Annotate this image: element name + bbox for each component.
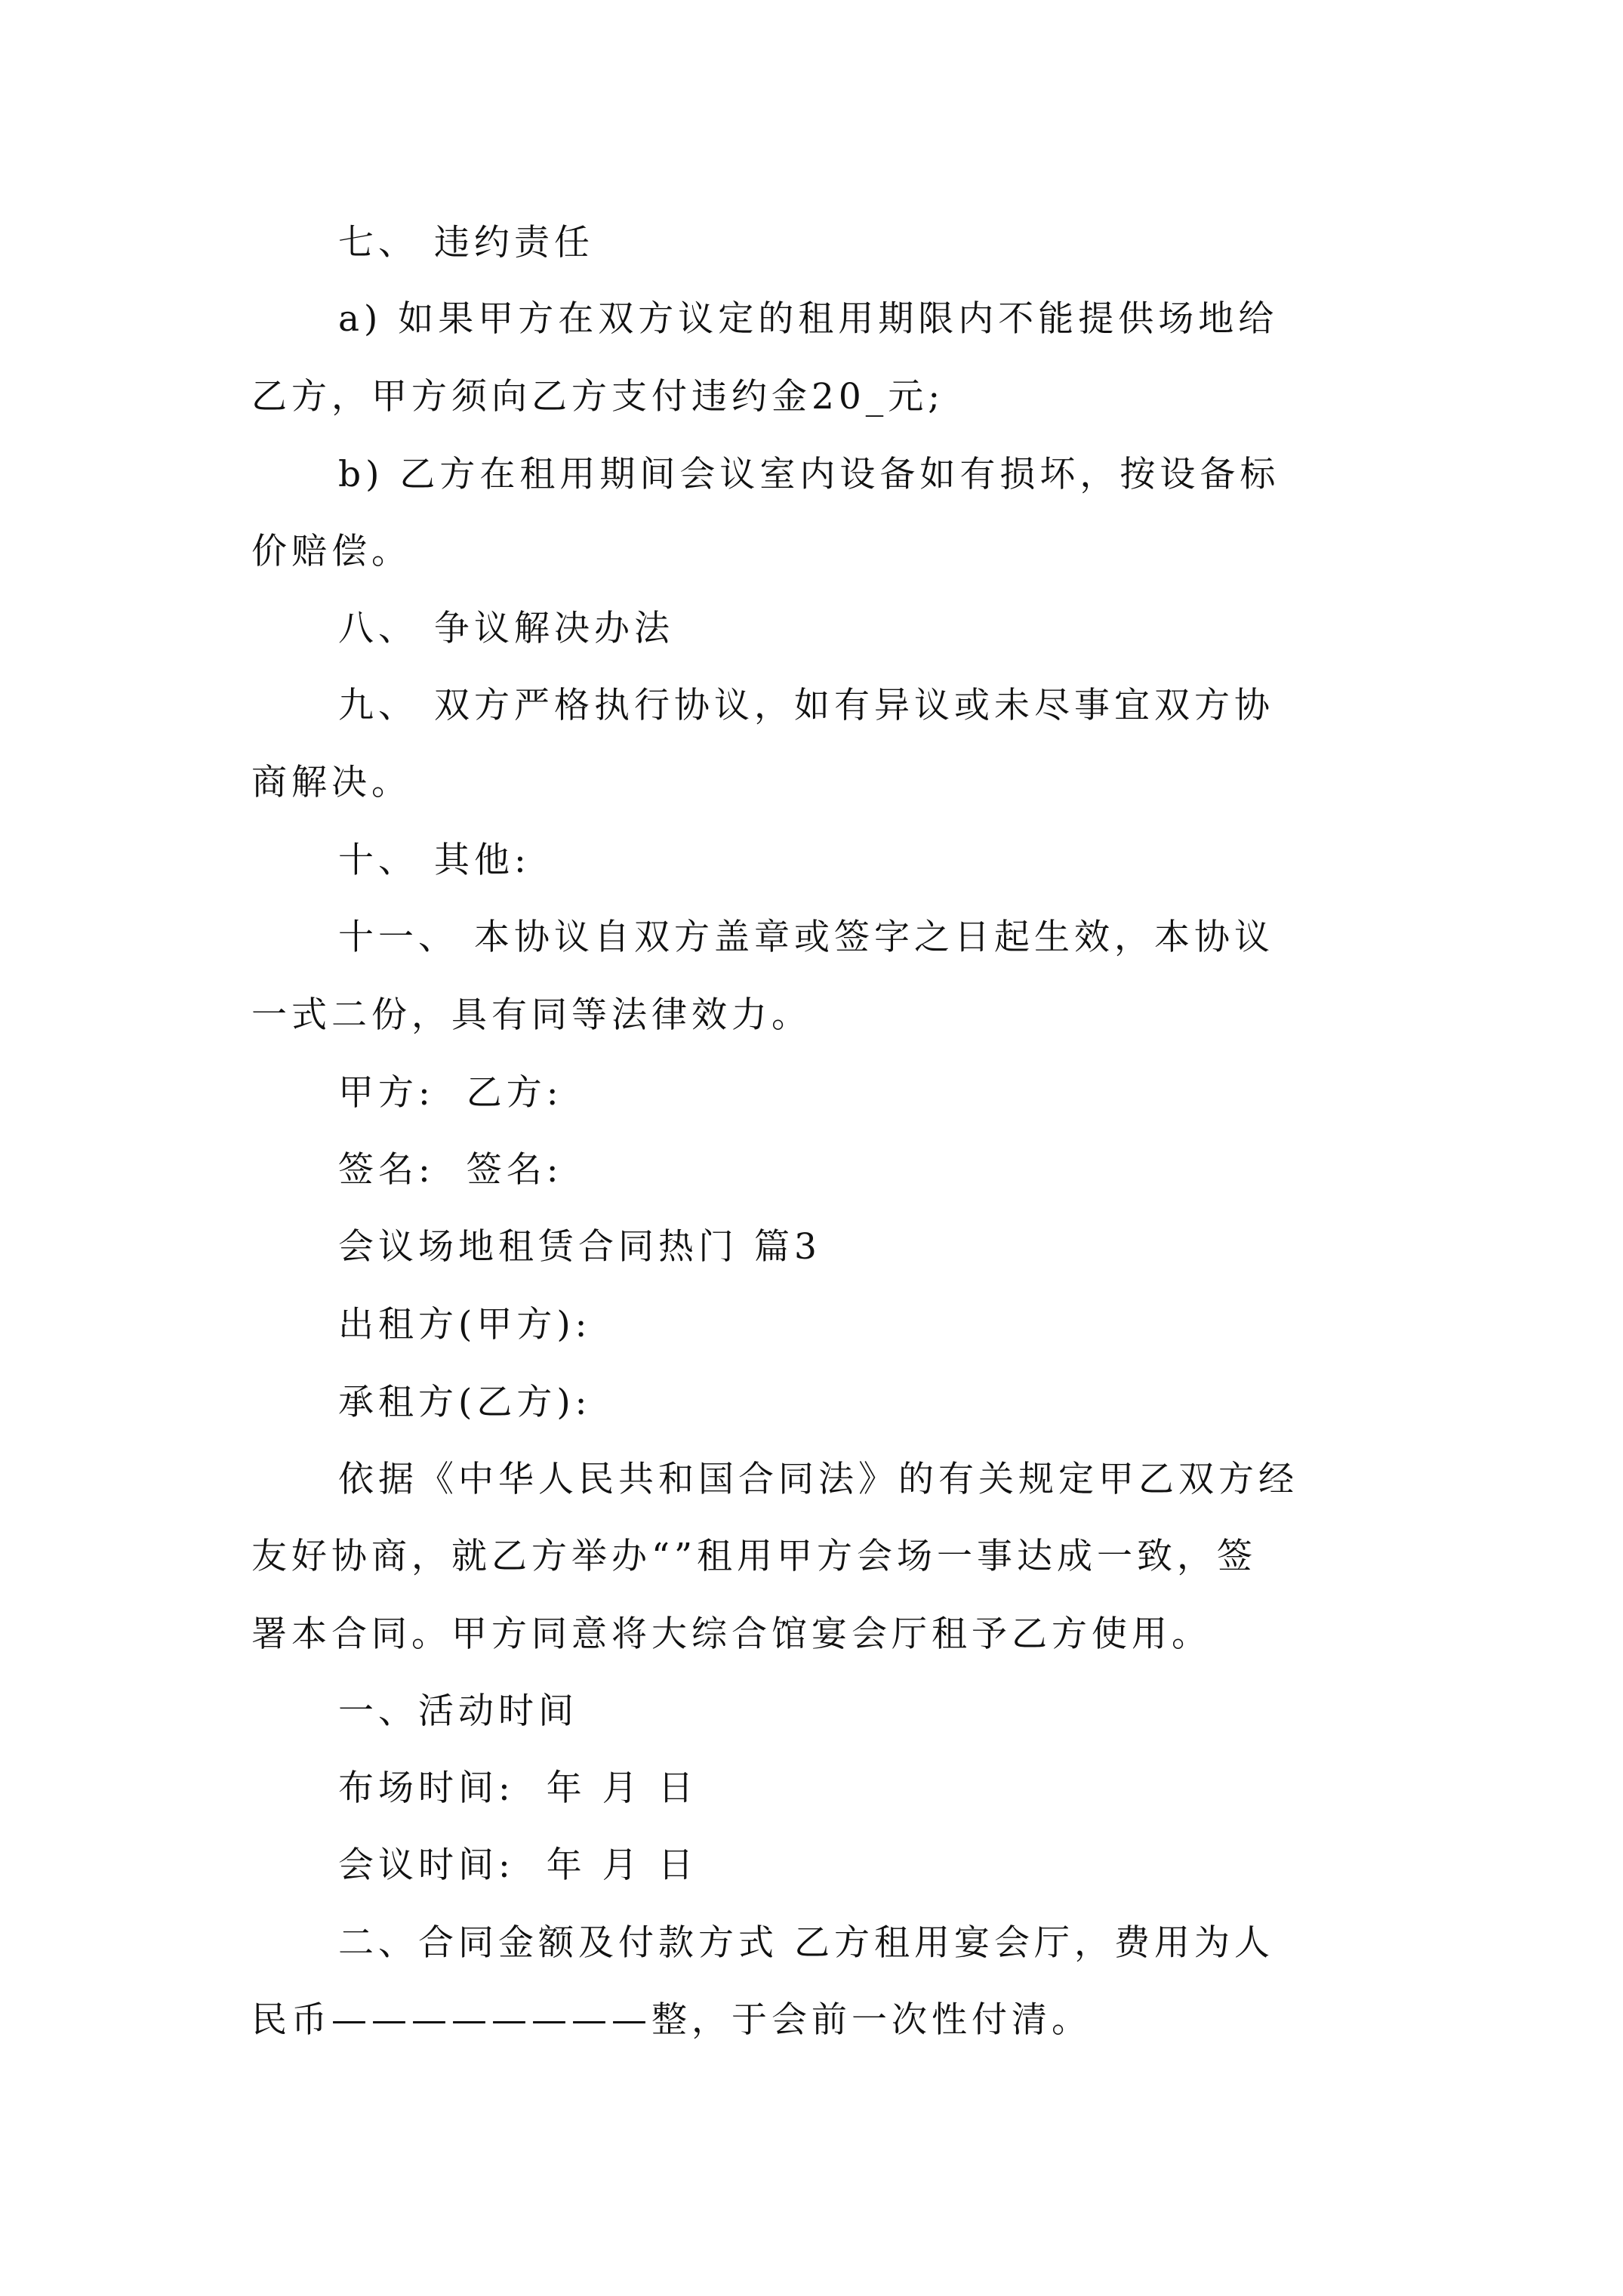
section-heading-1: 一、活动时间: [338, 1690, 578, 1732]
signature-line: 签名: 签名:: [338, 1149, 563, 1191]
paragraph-line: 署本合同。甲方同意将大综合馆宴会厅租予乙方使用。: [251, 1613, 1212, 1655]
setup-time-line: 布场时间: 年 月 日: [338, 1767, 698, 1809]
paragraph-line: 一式二份，具有同等法律效力。: [251, 994, 812, 1036]
paragraph-line: 民币————————整，于会前一次性付清。: [251, 1999, 1092, 2041]
section-heading-7: 七、 违约责任: [338, 222, 594, 264]
lessee-line: 承租方(乙方):: [338, 1382, 592, 1423]
paragraph-line: 九、 双方严格执行协议，如有异议或未尽事宜双方协: [338, 685, 1274, 726]
paragraph-line: 友好协商，就乙方举办“”租用甲方会场一事达成一致，签: [251, 1536, 1258, 1577]
party-line: 甲方: 乙方:: [338, 1072, 563, 1114]
section-heading-10: 十、 其他:: [338, 840, 531, 881]
paragraph-line: b) 乙方在租用期间会议室内设备如有损坏，按设备标: [338, 454, 1280, 495]
paragraph-line: a) 如果甲方在双方议定的租用期限内不能提供场地给: [338, 298, 1279, 340]
paragraph-line: 商解决。: [251, 762, 411, 803]
paragraph-line: 乙方，甲方须向乙方支付违约金20_元;: [251, 376, 945, 418]
paragraph-line: 十一、 本协议自双方盖章或签字之日起生效，本协议: [338, 917, 1274, 958]
meeting-time-line: 会议时间: 年 月 日: [338, 1845, 698, 1886]
paragraph-line: 依据《中华人民共和国合同法》的有关规定甲乙双方经: [338, 1459, 1298, 1500]
section-heading-2: 二、合同金额及付款方式 乙方租用宴会厅，费用为人: [338, 1922, 1274, 1964]
section-heading-8: 八、 争议解决办法: [338, 608, 674, 649]
document-title: 会议场地租赁合同热门 篇3: [338, 1226, 821, 1268]
paragraph-line: 价赔偿。: [251, 531, 411, 572]
lessor-line: 出租方(甲方):: [338, 1304, 592, 1345]
